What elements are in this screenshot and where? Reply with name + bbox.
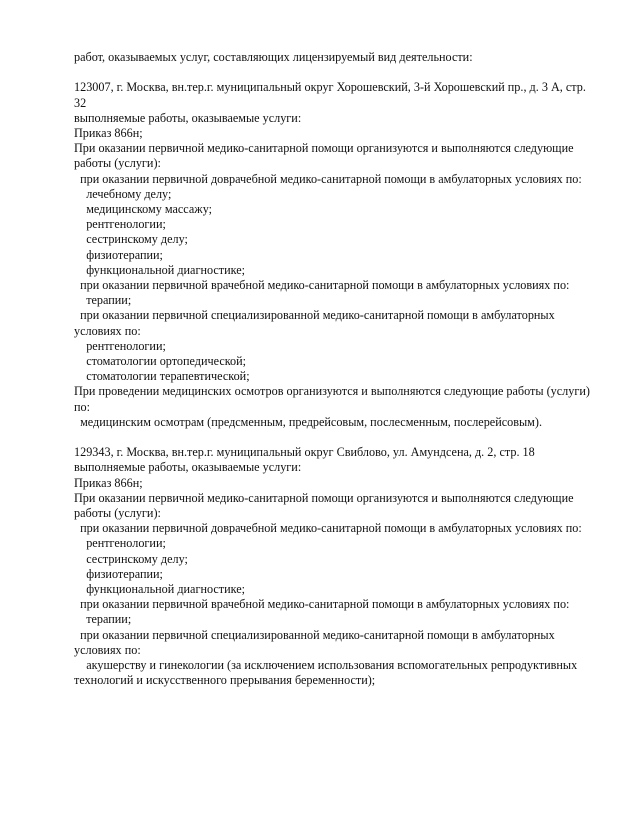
service-item: акушерству и гинекологии (за исключением использования вспомогательных репродуктивных технологий и искусственного прерывания беременности); (74, 658, 581, 688)
services-heading: выполняемые работы, оказываемые услуги: (74, 460, 302, 475)
care-subheading: при оказании первичной специализированной медико-санитарной помощи в амбулаторных условиях по: (74, 308, 558, 338)
paragraph-gap (74, 430, 594, 445)
service-item: лечебному делу; (74, 186, 172, 201)
section-sviblovo (74, 445, 594, 688)
service-item: физиотерапии; (74, 566, 163, 581)
service-item: стоматологии ортопедической; (74, 354, 247, 369)
service-item: медицинскому массажу; (74, 202, 213, 217)
care-heading: При оказании первичной медико-санитарной помощи организуются и выполняются следующие работы (услуги): (74, 490, 577, 521)
service-item: рентгенологии; (74, 536, 166, 551)
section-khoroshevsky (74, 80, 594, 430)
care-subheading: при оказании первичной доврачебной медико-санитарной помощи в амбулаторных условиях по: (74, 171, 582, 186)
section-address: 123007, г. Москва, вн.тер.г. муниципальный округ Хорошевский, 3-й Хорошевский пр., д. 3 А, стр. 32 (74, 80, 589, 110)
service-item: рентгенологии; (74, 338, 166, 353)
services-heading: выполняемые работы, оказываемые услуги: (74, 110, 302, 125)
intro-line: работ, оказываемых услуг, составляющих лицензируемый вид деятельности: (74, 50, 473, 64)
service-item: сестринскому делу; (74, 232, 188, 247)
service-item: сестринскому делу; (74, 551, 188, 566)
section-address: 129343, г. Москва, вн.тер.г. муниципальный округ Свиблово, ул. Амундсена, д. 2, стр. 18 (74, 445, 535, 460)
care-subheading: при оказании первичной специализированной медико-санитарной помощи в амбулаторных условиях по: (74, 627, 558, 657)
service-item: физиотерапии; (74, 247, 163, 262)
care-subheading: при оказании первичной врачебной медико-санитарной помощи в амбулаторных условиях по: (74, 278, 570, 293)
service-item: стоматологии терапевтической; (74, 369, 250, 384)
care-subheading: при оказании первичной доврачебной медико-санитарной помощи в амбулаторных условиях по: (74, 521, 582, 536)
care-subheading: при оказании первичной врачебной медико-санитарной помощи в амбулаторных условиях по: (74, 597, 570, 612)
exams-heading: При проведении медицинских осмотров организуются и выполняются следующие работы (услуги) по: (74, 384, 593, 414)
order-reference: Приказ 866н; (74, 475, 143, 490)
service-item: медицинским осмотрам (предсменным, предрейсовым, послесменным, послерейсовым). (74, 414, 542, 429)
paragraph-gap (74, 65, 594, 80)
service-item: функциональной диагностике; (74, 582, 246, 597)
service-item: терапии; (74, 293, 132, 308)
service-item: функциональной диагностике; (74, 262, 246, 277)
service-item: рентгенологии; (74, 217, 166, 232)
document-body (74, 50, 594, 689)
care-heading: При оказании первичной медико-санитарной помощи организуются и выполняются следующие работы (услуги): (74, 141, 577, 171)
order-reference: Приказ 866н; (74, 126, 143, 140)
service-item: терапии; (74, 612, 132, 627)
